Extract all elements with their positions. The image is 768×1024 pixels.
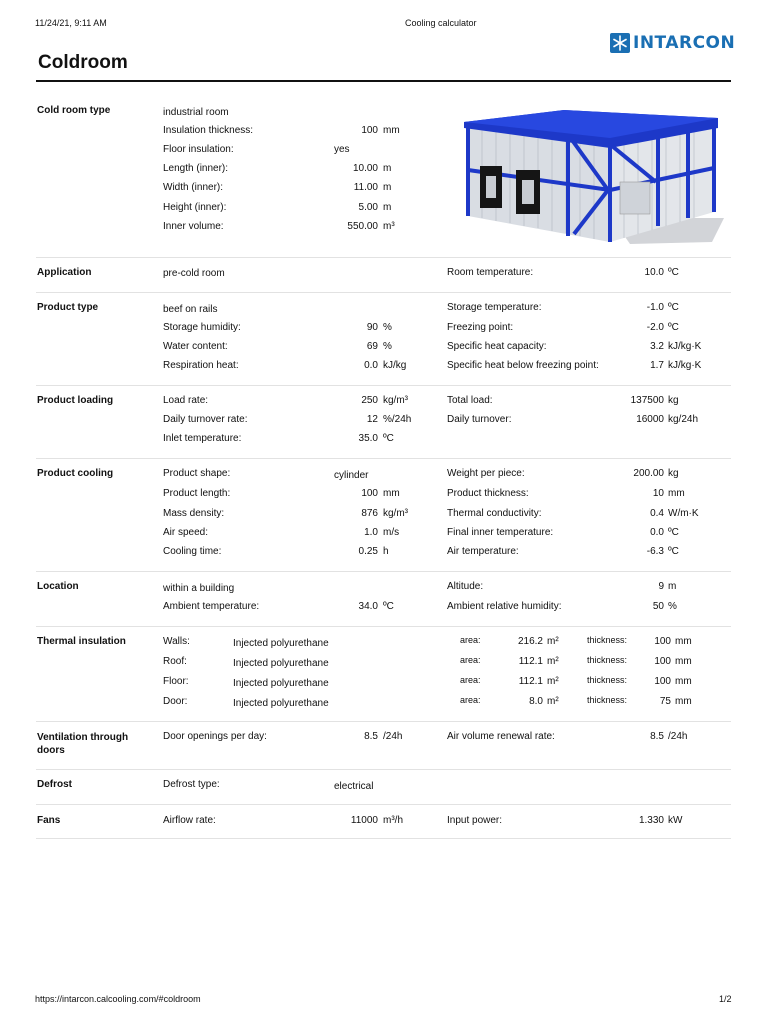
storage-temperature-label: Storage temperature:	[447, 302, 542, 313]
thermal-conductivity-value: 0.4	[650, 508, 664, 519]
insulation-thickness-label: Insulation thickness:	[163, 125, 254, 136]
storage-humidity-unit: %	[383, 322, 392, 333]
weight-per-piece-label: Weight per piece:	[447, 468, 525, 479]
total-load-label: Total load:	[447, 395, 493, 406]
daily-turnover-label: Daily turnover:	[447, 414, 512, 425]
insulation-row-name: Door:	[163, 696, 188, 707]
air-renewal-value: 8.5	[650, 731, 664, 742]
mass-density-value: 876	[361, 508, 378, 519]
length-label: Length (inner):	[163, 163, 229, 174]
thermal-conductivity-label: Thermal conductivity:	[447, 508, 542, 519]
load-rate-label: Load rate:	[163, 395, 209, 406]
divider	[36, 838, 731, 839]
snowflake-icon	[610, 33, 630, 53]
area-label: area:	[460, 635, 481, 645]
final-inner-temperature-unit: ºC	[668, 527, 679, 538]
logo-text: INTARCON	[633, 33, 736, 53]
insulation-row-area: 216.2	[517, 636, 543, 647]
mass-density-label: Mass density:	[163, 508, 225, 519]
divider	[36, 626, 731, 627]
insulation-row-material: Injected polyurethane	[233, 678, 329, 689]
room-temperature-unit: ºC	[668, 267, 679, 278]
door-openings-label: Door openings per day:	[163, 731, 267, 742]
insulation-row-area-unit: m²	[547, 656, 559, 667]
door-openings-value: 8.5	[364, 731, 378, 742]
insulation-row-area: 8.0	[529, 696, 543, 707]
air-renewal-label: Air volume renewal rate:	[447, 731, 555, 742]
airflow-rate-label: Airflow rate:	[163, 815, 216, 826]
height-label: Height (inner):	[163, 202, 227, 213]
product-length-label: Product length:	[163, 488, 231, 499]
storage-temperature-value: -1.0	[646, 302, 664, 313]
ambient-temperature-label: Ambient temperature:	[163, 601, 260, 612]
load-rate-value: 250	[361, 395, 378, 406]
input-power-unit: kW	[668, 815, 683, 826]
total-load-unit: kg	[668, 395, 679, 406]
daily-turnover-rate-unit: %/24h	[383, 414, 412, 425]
thickness-label: thickness:	[587, 655, 628, 665]
insulation-row-thickness-unit: mm	[675, 696, 692, 707]
length-unit: m	[383, 163, 392, 174]
defrost-type-label: Defrost type:	[163, 779, 220, 790]
altitude-value: 9	[658, 581, 664, 592]
section-thermal-insulation: Thermal insulation	[37, 636, 126, 647]
room-temperature-value: 10.0	[644, 267, 664, 278]
divider	[36, 458, 731, 459]
total-load-value: 137500	[630, 395, 664, 406]
water-content-label: Water content:	[163, 341, 228, 352]
title-rule	[36, 80, 731, 82]
air-speed-label: Air speed:	[163, 527, 209, 538]
section-cold-room-type: Cold room type	[37, 105, 111, 116]
insulation-row-thickness: 100	[654, 636, 671, 647]
insulation-row-area-unit: m²	[547, 676, 559, 687]
insulation-row-name: Roof:	[163, 656, 187, 667]
insulation-row-material: Injected polyurethane	[233, 638, 329, 649]
water-content-value: 69	[366, 341, 378, 352]
water-content-unit: %	[383, 341, 392, 352]
section-application: Application	[37, 267, 92, 278]
respiration-heat-label: Respiration heat:	[163, 360, 239, 371]
product-thickness-unit: mm	[668, 488, 685, 499]
application-value: pre-cold room	[163, 268, 225, 279]
insulation-row-area-unit: m²	[547, 636, 559, 647]
insulation-row-material: Injected polyurethane	[233, 658, 329, 669]
insulation-thickness-unit: mm	[383, 125, 400, 136]
section-fans: Fans	[37, 815, 61, 826]
inner-volume-unit: m³	[383, 221, 395, 232]
print-datetime: 11/24/21, 9:11 AM	[35, 18, 107, 28]
air-temperature-value: -6.3	[646, 546, 664, 557]
mass-density-unit: kg/m³	[383, 508, 408, 519]
product-type-value: beef on rails	[163, 304, 218, 315]
divider	[36, 721, 731, 722]
storage-temperature-unit: ºC	[668, 302, 679, 313]
width-unit: m	[383, 182, 392, 193]
ambient-humidity-value: 50	[652, 601, 664, 612]
insulation-row-thickness: 75	[659, 696, 671, 707]
ambient-temperature-value: 34.0	[358, 601, 378, 612]
footer-url[interactable]: https://intarcon.calcooling.com/#coldroom	[35, 994, 201, 1004]
area-label: area:	[460, 655, 481, 665]
cooling-time-unit: h	[383, 546, 389, 557]
section-product-cooling: Product cooling	[37, 468, 114, 479]
coldroom-building-illustration	[462, 110, 724, 248]
insulation-row-thickness-unit: mm	[675, 636, 692, 647]
freezing-point-unit: ºC	[668, 322, 679, 333]
product-length-value: 100	[361, 488, 378, 499]
insulation-row-thickness-unit: mm	[675, 676, 692, 687]
air-temperature-unit: ºC	[668, 546, 679, 557]
insulation-row-thickness: 100	[654, 656, 671, 667]
intarcon-logo	[610, 33, 735, 53]
floor-insulation-label: Floor insulation:	[163, 144, 234, 155]
height-value: 5.00	[358, 202, 378, 213]
insulation-row-name: Floor:	[163, 676, 189, 687]
ambient-temperature-unit: ºC	[383, 601, 394, 612]
product-shape-value: cylinder	[334, 470, 369, 481]
document-title: Cooling calculator	[405, 18, 477, 28]
ambient-humidity-unit: %	[668, 601, 677, 612]
airflow-rate-value: 11000	[350, 815, 378, 826]
cooling-time-value: 0.25	[358, 546, 378, 557]
divider	[36, 769, 731, 770]
location-value: within a building	[163, 583, 235, 594]
product-length-unit: mm	[383, 488, 400, 499]
section-ventilation: Ventilation through doors	[37, 732, 129, 756]
specific-heat-value: 3.2	[650, 341, 664, 352]
thickness-label: thickness:	[587, 695, 628, 705]
specific-heat-below-unit: kJ/kg·K	[668, 360, 702, 371]
cold-room-type-value: industrial room	[163, 107, 229, 118]
thickness-label: thickness:	[587, 675, 628, 685]
daily-turnover-unit: kg/24h	[668, 414, 699, 425]
input-power-value: 1.330	[638, 815, 664, 826]
insulation-row-thickness-unit: mm	[675, 656, 692, 667]
door-openings-unit: /24h	[383, 731, 403, 742]
airflow-rate-unit: m³/h	[383, 815, 403, 826]
air-temperature-label: Air temperature:	[447, 546, 519, 557]
ambient-humidity-label: Ambient relative humidity:	[447, 601, 562, 612]
daily-turnover-value: 16000	[636, 414, 664, 425]
air-speed-value: 1.0	[364, 527, 378, 538]
inner-volume-label: Inner volume:	[163, 221, 224, 232]
freezing-point-value: -2.0	[646, 322, 664, 333]
air-speed-unit: m/s	[383, 527, 400, 538]
respiration-heat-unit: kJ/kg	[383, 360, 407, 371]
divider	[36, 292, 731, 293]
width-value: 11.00	[353, 182, 378, 193]
respiration-heat-value: 0.0	[364, 360, 378, 371]
final-inner-temperature-label: Final inner temperature:	[447, 527, 554, 538]
insulation-row-area: 112.1	[518, 676, 543, 687]
area-label: area:	[460, 695, 481, 705]
product-shape-label: Product shape:	[163, 468, 231, 479]
storage-humidity-label: Storage humidity:	[163, 322, 241, 333]
thermal-conductivity-unit: W/m·K	[668, 508, 699, 519]
final-inner-temperature-value: 0.0	[650, 527, 664, 538]
altitude-unit: m	[668, 581, 677, 592]
weight-per-piece-unit: kg	[668, 468, 679, 479]
input-power-label: Input power:	[447, 815, 503, 826]
inlet-temperature-label: Inlet temperature:	[163, 433, 242, 444]
altitude-label: Altitude:	[447, 581, 484, 592]
section-location: Location	[37, 581, 79, 592]
insulation-row-thickness: 100	[654, 676, 671, 687]
divider	[36, 804, 731, 805]
freezing-point-label: Freezing point:	[447, 322, 514, 333]
divider	[36, 257, 731, 258]
product-thickness-label: Product thickness:	[447, 488, 529, 499]
thickness-label: thickness:	[587, 635, 628, 645]
area-label: area:	[460, 675, 481, 685]
divider	[36, 571, 731, 572]
floor-insulation-value: yes	[334, 144, 350, 155]
insulation-row-area: 112.1	[518, 656, 543, 667]
specific-heat-unit: kJ/kg·K	[668, 341, 702, 352]
cooling-time-label: Cooling time:	[163, 546, 222, 557]
length-value: 10.00	[352, 163, 378, 174]
section-product-loading: Product loading	[37, 395, 114, 406]
weight-per-piece-value: 200.00	[633, 468, 664, 479]
section-product-type: Product type	[37, 302, 99, 313]
inlet-temperature-value: 35.0	[358, 433, 378, 444]
daily-turnover-rate-value: 12	[366, 414, 378, 425]
inlet-temperature-unit: ºC	[383, 433, 394, 444]
insulation-row-area-unit: m²	[547, 696, 559, 707]
specific-heat-below-value: 1.7	[650, 360, 664, 371]
defrost-type-value: electrical	[334, 781, 374, 792]
page-number: 1/2	[719, 994, 732, 1004]
page-title: Coldroom	[38, 52, 128, 73]
section-defrost: Defrost	[37, 779, 73, 790]
insulation-thickness-value: 100	[361, 125, 378, 136]
load-rate-unit: kg/m³	[383, 395, 408, 406]
width-label: Width (inner):	[163, 182, 224, 193]
height-unit: m	[383, 202, 392, 213]
divider	[36, 385, 731, 386]
air-renewal-unit: /24h	[668, 731, 688, 742]
product-thickness-value: 10	[652, 488, 664, 499]
daily-turnover-rate-label: Daily turnover rate:	[163, 414, 248, 425]
insulation-row-name: Walls:	[163, 636, 190, 647]
specific-heat-label: Specific heat capacity:	[447, 341, 547, 352]
room-temperature-label: Room temperature:	[447, 267, 534, 278]
storage-humidity-value: 90	[366, 322, 378, 333]
insulation-row-material: Injected polyurethane	[233, 698, 329, 709]
specific-heat-below-label: Specific heat below freezing point:	[447, 360, 599, 371]
inner-volume-value: 550.00	[347, 221, 378, 232]
